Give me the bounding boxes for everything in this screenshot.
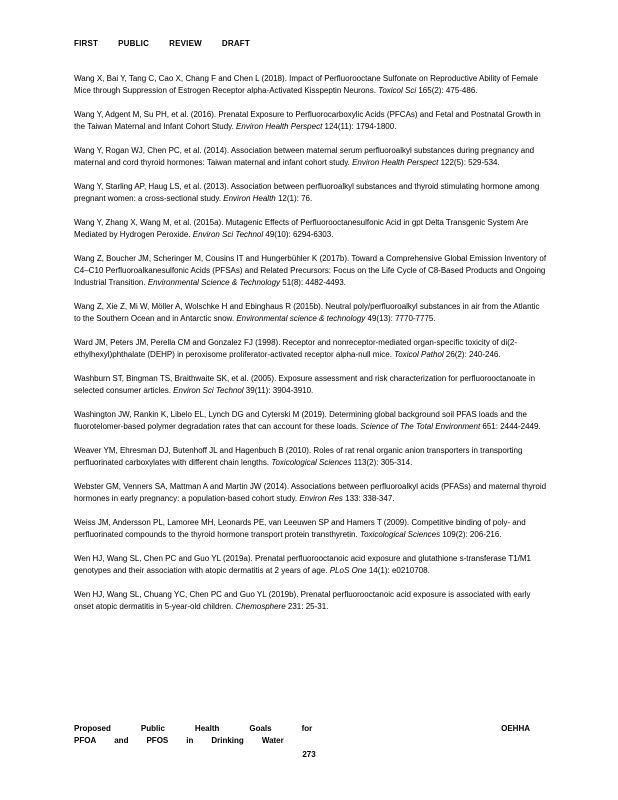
reference-citation: 12(1): 76. <box>275 194 313 203</box>
reference-text: Wen HJ, Wang SL, Chen PC and Guo YL (2019a). Prenatal perfluorooctanoic acid exposure and glutathione s-transferase T1/M1 genotypes and their association with atopic dermatitis at 2 years of age. <box>74 554 532 575</box>
reference-list <box>74 73 548 625</box>
reference-entry <box>74 181 548 205</box>
footer-word: Goals <box>249 724 272 733</box>
reference-citation: 165(2): 475-486. <box>416 86 478 95</box>
reference-entry <box>74 553 548 577</box>
footer-word: Health <box>194 724 220 733</box>
reference-entry <box>74 109 548 133</box>
reference-citation: 14(1): e0210708. <box>366 566 430 575</box>
footer-word: and <box>114 736 129 745</box>
reference-entry <box>74 217 548 241</box>
reference-text: Wang Z, Xie Z, Mi W, Möller A, Wolschke H and Ebinghaus R (2015b). Neutral poly/perfluoroalkyl substances in air from the Atlantic to the Southern Ocean and in Antarctic snow. <box>74 302 540 323</box>
footer-word: PFOA <box>74 736 97 745</box>
reference-entry <box>74 337 548 361</box>
reference-citation: 113(2): 305-314. <box>351 458 413 467</box>
reference-entry <box>74 373 548 397</box>
footer-agency: OEHHA <box>501 724 530 733</box>
draft-header <box>74 39 250 48</box>
reference-citation: 231: 25-31. <box>285 602 329 611</box>
journal-name: Toxicol Sci <box>378 86 417 95</box>
reference-citation: 26(2): 240-246. <box>443 350 501 359</box>
footer-word: Water <box>261 736 284 745</box>
reference-entry <box>74 517 548 541</box>
reference-citation: 133: 338-347. <box>342 494 395 503</box>
reference-entry <box>74 145 548 169</box>
reference-entry <box>74 481 548 505</box>
footer-row-1 <box>74 723 530 735</box>
journal-name: Environ Health Perspect <box>236 122 323 131</box>
reference-text: Wang Y, Zhang X, Wang M, et al. (2015a). Mutagenic Effects of Perfluorooctanesulfonic Acid in gpt Delta Transgenic System Are Mediated by Hydrogen Peroxide. <box>74 218 529 239</box>
footer-row-2 <box>74 735 530 747</box>
reference-text: Wang Y, Starling AP, Haug LS, et al. (2013). Association between perfluoroalkyl substances and thyroid stimulating hormone among pregnant women: a cross-sectional study. <box>74 182 540 203</box>
footer-word: Public <box>140 724 165 733</box>
page-footer <box>74 723 530 747</box>
reference-text: Washburn ST, Bingman TS, Braithwaite SK, et al. (2005). Exposure assessment and risk characterization for perfluorooctanoate in selected consumer articles. <box>74 374 536 395</box>
reference-entry <box>74 589 548 613</box>
journal-name: PLoS One <box>329 566 367 575</box>
reference-text: Wang Z, Boucher JM, Scheringer M, Cousins IT and Hungerbühler K (2017b). Toward a Comprehensive Global Emission Inventory of C4–C10 Perfluoroalkanesulfonic Acids (PFSAs) and Related Precursors: Focus on the Life Cycle of C8-Based Products and Ongoing Industrial Transition. <box>74 254 547 287</box>
footer-word: PFOS <box>146 736 169 745</box>
footer-word: Drinking <box>211 736 244 745</box>
reference-citation: 49(10): 6294-6303. <box>263 230 334 239</box>
reference-text: Wang X, Bai Y, Tang C, Cao X, Chang F and Chen L (2018). Impact of Perfluorooctane Sulfonate on Reproductive Ability of Female Mice through Suppression of Estrogen Receptor alpha-Activated Kisspeptin Neurons. <box>74 74 539 95</box>
reference-text: Wang Y, Adgent M, Su PH, et al. (2016). Prenatal Exposure to Perfluorocarboxylic Acids (PFCAs) and Fetal and Postnatal Growth in the Taiwan Maternal and Infant Cohort Study. <box>74 110 541 131</box>
journal-name: Chemosphere <box>235 602 286 611</box>
journal-name: Science of The Total Environment <box>360 422 481 431</box>
reference-text: Wang Y, Rogan WJ, Chen PC, et al. (2014). Association between maternal serum perfluoroalkyl substances during pregnancy and maternal and cord thyroid hormones: Taiwan maternal and infant cohort study. <box>74 146 535 167</box>
journal-name: Environ Health <box>223 194 276 203</box>
footer-word: in <box>186 736 194 745</box>
journal-name: Toxicological Sciences <box>271 458 352 467</box>
reference-citation: 109(2): 206-216. <box>440 530 502 539</box>
reference-citation: 49(13): 7770-7775. <box>365 314 436 323</box>
header-word: PUBLIC <box>118 39 150 48</box>
journal-name: Environ Sci Technol <box>192 230 264 239</box>
journal-name: Toxicol Pathol <box>394 350 444 359</box>
reference-entry <box>74 73 548 97</box>
journal-name: Environ Sci Technol <box>173 386 244 395</box>
reference-text: Washington JW, Rankin K, Libelo EL, Lynch DG and Cyterski M (2019). Determining global background soil PFAS loads and the fluorotelomer-based polymer degradation rates that can account for these loads. <box>74 410 527 431</box>
reference-text: Weiss JM, Andersson PL, Lamoree MH, Leonards PE, van Leeuwen SP and Hamers T (2009). Competitive binding of poly- and perfluorinated compounds to the thyroid hormone transport protein transthyretin. <box>74 518 526 539</box>
reference-text: Wen HJ, Wang SL, Chuang YC, Chen PC and Guo YL (2019b). Prenatal perfluorooctanoic acid exposure is associated with early onset atopic dermatitis in 5-year-old children. <box>74 590 531 611</box>
reference-entry <box>74 409 548 433</box>
footer-word: Proposed <box>74 724 111 733</box>
footer-word: for <box>301 724 313 733</box>
reference-entry <box>74 253 548 289</box>
reference-citation: 124(11): 1794-1800. <box>322 122 397 131</box>
journal-name: Environmental science & technology <box>236 314 366 323</box>
reference-citation: 39(11): 3904-3910. <box>243 386 314 395</box>
reference-text: Weaver YM, Ehresman DJ, Butenhoff JL and Hagenbuch B (2010). Roles of rat renal organic anion transporters in transporting perfluorinated carboxylates with different chain lengths. <box>74 446 523 467</box>
reference-entry <box>74 301 548 325</box>
reference-entry <box>74 445 548 469</box>
journal-name: Environmental Science & Technology <box>147 278 281 287</box>
header-word: REVIEW <box>169 39 202 48</box>
reference-text: Webster GM, Venners SA, Mattman A and Martin JW (2014). Associations between perfluoroalkyl acids (PFASs) and maternal thyroid hormones in early pregnancy: a population-based cohort study. <box>74 482 547 503</box>
journal-name: Toxicological Sciences <box>359 530 441 539</box>
journal-name: Environ Res <box>299 494 343 503</box>
page-number: 273 <box>302 750 316 759</box>
reference-citation: 651: 2444-2449. <box>480 422 541 431</box>
reference-citation: 122(5): 529-534. <box>438 158 500 167</box>
reference-citation: 51(8): 4482-4493. <box>280 278 346 287</box>
reference-text: Ward JM, Peters JM, Perella CM and Gonzalez FJ (1998). Receptor and nonreceptor-mediated organ-specific toxicity of di(2-ethylhexyl)phthalate (DEHP) in peroxisome proliferator-activated receptor alpha-null mice. <box>74 338 517 359</box>
journal-name: Environ Health Perspect <box>352 158 439 167</box>
header-word: FIRST <box>74 39 99 48</box>
header-word: DRAFT <box>221 39 250 48</box>
